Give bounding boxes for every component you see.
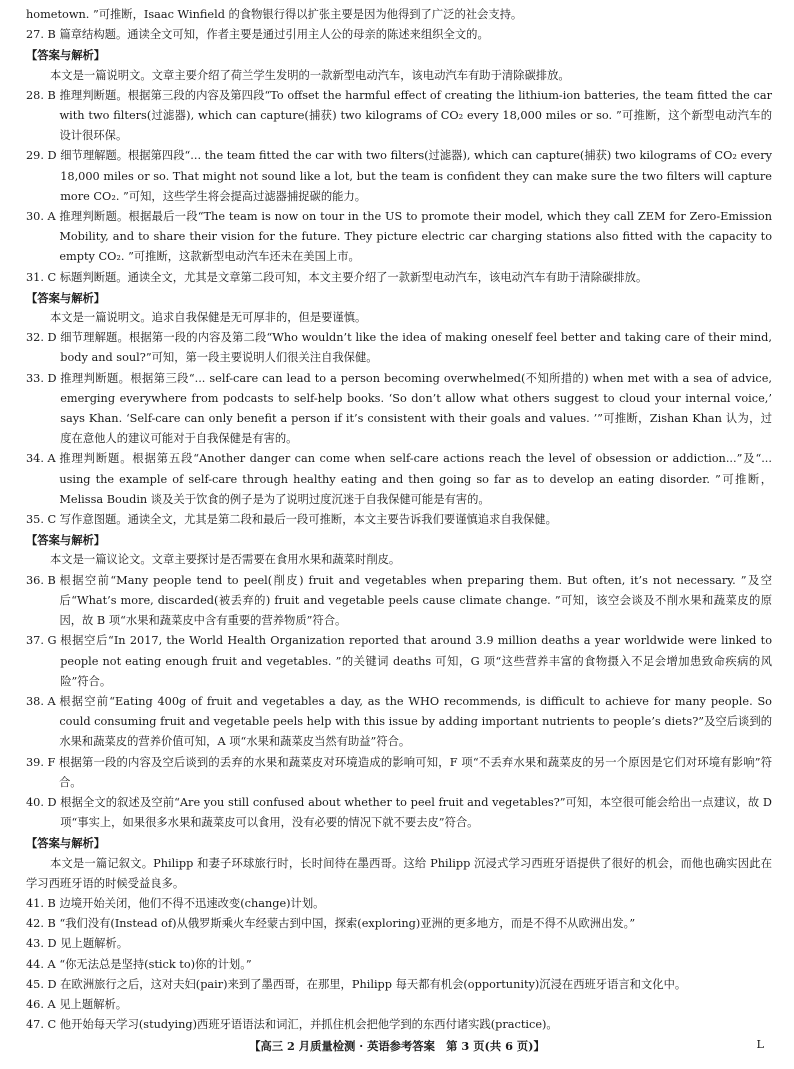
answer-item: [26, 25, 772, 45]
answer-item: [26, 995, 772, 1015]
answer-item: [26, 207, 772, 268]
answer-number: 27. B: [26, 28, 60, 42]
answer-explanation: “我们没有(Instead of)从俄罗斯乘火车经蒙古到中国，探索(exploring)亚洲的更多地方，而是不得不从欧洲出发。”: [59, 917, 636, 931]
answer-number: 29. D: [26, 149, 61, 163]
answer-number: 31. C: [26, 270, 60, 284]
answer-number: 46. A: [26, 997, 60, 1011]
passage-summary: 本文是一篇说明文。追求自我保健是无可厚非的，但是要谨慎。: [50, 311, 367, 325]
answer-item: [26, 631, 772, 692]
corner-mark: L: [756, 1038, 764, 1051]
answer-explanation: 细节理解题。根据第一段的内容及第二段“Who wouldn’t like the idea of making oneself feel better and taking care of their mind, body and soul?”可知，第一段主要说明人们很关注自我保健。: [60, 331, 772, 365]
answer-explanation: 推理判断题。根据最后一段“The team is now on tour in the US to promote their model, which they call ZEM for Zero-Emission Mobility, and to share their vision for the future. They picture electric car charging stations also fitted with the capacity to empty CO₂. ”可推断，这款新型电动汽车还未在美国上市。: [59, 210, 772, 264]
answer-number: 45. D: [26, 977, 61, 991]
answer-explanation: 标题判断题。通读全文，尤其是文章第二段可知，本文主要介绍了一款新型电动汽车，该电动汽车有助于清除碳排放。: [59, 270, 648, 284]
answer-explanation: 篇章结构题。通读全文可知，作者主要是通过引用主人公的母亲的陈述来组织全文的。: [59, 28, 489, 42]
answer-item: [26, 369, 772, 450]
answer-item: [26, 934, 772, 954]
answer-number: 43. D: [26, 937, 61, 951]
answer-explanation: 根据空后“In 2017, the World Health Organization reported that around 3.9 million deaths a year worldwide were linked to people not eating enough fruit and vegetables. ”的关键词 deaths 可知，G 项“这些营养丰富的食物摄入不足会增加患致命疾病的风险”符合。: [60, 634, 772, 688]
page-footer: 【高三 2 月质量检测 · 英语参考答案 第 3 页(共 6 页)】: [249, 1039, 545, 1053]
answer-item: [26, 328, 772, 368]
section-heading: 【答案与解析】: [26, 290, 106, 305]
answer-number: 28. B: [26, 88, 60, 102]
answer-number: 36. B: [26, 573, 60, 587]
answer-explanation: 根据全文的叙述及空前“Are you still confused about whether to peel fruit and vegetables?”可知，本空很可能会给出一点建议，故 D 项“事实上，如果很多水果和蔬菜皮可以食用，没有必要的情况下就不要去皮”符合。: [60, 795, 772, 830]
answer-explanation: 推理判断题。根据第三段的内容及第四段“To offset the harmful effect of creating the lithium-ion batteries, the team fitted the car with two filters(过滤器), which can capture(捕获) two kilograms of CO₂ every 18,000 miles or so. ”可推断，这个新型电动汽车的设计很环保。: [59, 88, 772, 143]
answer-explanation: 细节理解题。根据第四段“... the team fitted the car with two filters(过滤器), which can capture(捕获) two kilograms of CO₂ every 18,000 miles or so. That might not sound like a lot, but the team is confident they can make sure the two filters will capture more CO₂. ”可知，这些学生将会提高过滤器捕捉碳的能力。: [60, 149, 772, 203]
answer-item: [26, 86, 772, 147]
answer-number: 30. A: [26, 210, 60, 224]
answer-item: [26, 571, 772, 632]
answer-item: [26, 692, 772, 753]
answer-item: [26, 955, 772, 975]
section-heading: 【答案与解析】: [26, 836, 106, 851]
answer-item: [26, 268, 772, 288]
continued-text: hometown. ”可推断，Isaac Winfield 的食物银行得以扩张主要是因为他得到了广泛的社会支持。: [26, 8, 523, 21]
answer-explanation: 推理判断题。根据第三段“... self-care can lead to a person becoming overwhelmed(不知所措的) when met with a sea of advice, emerging everywhere from podcasts to self-help books. ‘So don’t allow what others suggest to cloud your internal voice,’ says Khan. ‘Self-care can only benefit a person if it’s consistent with their goals and values. ’”可推断，Zishan Khan 认为，过度在意他人的建议可能对于自我保健是有害的。: [60, 371, 772, 446]
answer-number: 47. C: [26, 1018, 60, 1032]
answer-explanation: 根据空前“Many people tend to peel(削皮) fruit and vegetables when preparing them. But often, it’s not necessary. ”及空后“What’s more, discarded(被丢弃的) fruit and vegetable peels cause climate change. ”可知，该空会谈及不削水果和蔬菜皮的原因，故 B 项“水果和蔬菜皮中含有重要的营养物质”符合。: [59, 573, 772, 628]
answer-number: 35. C: [26, 513, 60, 527]
answer-item: [26, 793, 772, 833]
answer-item: [26, 146, 772, 207]
answer-explanation: 写作意图题。通读全文，尤其是第二段和最后一段可推断，本文主要告诉我们要谨慎追求自我保健。: [59, 513, 557, 527]
answer-explanation: 见上题解析。: [59, 997, 128, 1011]
answer-explanation: 在欧洲旅行之后，这对夫妇(pair)来到了墨西哥，在那里，Philipp 每天都有机会(opportunity)沉浸在西班牙语言和文化中。: [60, 977, 687, 991]
answer-item: [26, 914, 772, 934]
answer-number: 42. B: [26, 917, 60, 931]
answer-number: 44. A: [26, 957, 60, 971]
answer-explanation: 根据第一段的内容及空后谈到的丢弃的水果和蔬菜皮对环境造成的影响可知，F 项“不丢弃水果和蔬菜皮的另一个原因是它们对环境有影响”符合。: [59, 755, 772, 789]
answer-explanation: 见上题解析。: [60, 937, 129, 951]
answer-explanation: 推理判断题。根据第五段“Another danger can come when self-care actions reach the level of obsession or addiction...”及“... using the example of self-care through healthy eating and then going so far as to develop an eating disorder. ”可推断，Melissa Boudin 谈及关于饮食的例子是为了说明过度沉迷于自我保健可能是有害的。: [59, 452, 772, 506]
answer-explanation: 他开始每天学习(studying)西班牙语语法和词汇，并抓住机会把他学到的东西付诸实践(practice)。: [59, 1018, 558, 1032]
section-heading: 【答案与解析】: [26, 533, 106, 548]
answer-number: 40. D: [26, 795, 61, 809]
answer-number: 34. A: [26, 452, 60, 466]
answer-explanation: 根据空前“Eating 400g of fruit and vegetables a day, as the WHO recommends, is difficult to achieve for many people. So could consuming fruit and vegetable peels help with this issue by adding important nutrients to people’s diets?”及空后谈到的水果和蔬菜皮的营养价值可知，A 项“水果和蔬菜皮当然有助益”符合。: [59, 694, 772, 749]
answer-explanation: “你无法总是坚持(stick to)你的计划。”: [59, 957, 252, 971]
answer-item: [26, 894, 772, 914]
answer-number: 33. D: [26, 371, 61, 385]
passage-summary: 本文是一篇议论文。文章主要探讨是否需要在食用水果和蔬菜时削皮。: [50, 553, 401, 567]
answer-number: 32. D: [26, 331, 61, 345]
answer-number: 41. B: [26, 896, 60, 910]
passage-summary: 本文是一篇说明文。文章主要介绍了荷兰学生发明的一款新型电动汽车，该电动汽车有助于清除碳排放。: [50, 68, 570, 82]
answer-item: [26, 449, 772, 510]
answer-number: 37. G: [26, 634, 61, 648]
answer-explanation: 边境开始关闭，他们不得不迅速改变(change)计划。: [59, 896, 325, 910]
answer-item: [26, 753, 772, 793]
answer-key-page: [26, 5, 772, 1035]
passage-summary: 本文是一篇记叙文。Philipp 和妻子环球旅行时，长时间待在墨西哥。这给 Philipp 沉浸式学习西班牙语提供了很好的机会，而他也确实因此在学习西班牙语的时候受益良多。: [26, 856, 772, 890]
section-heading: 【答案与解析】: [26, 48, 106, 63]
answer-item: [26, 975, 772, 995]
answer-item: [26, 1015, 772, 1035]
answer-number: 38. A: [26, 694, 60, 708]
answer-number: 39. F: [26, 755, 59, 769]
answer-item: [26, 510, 772, 530]
